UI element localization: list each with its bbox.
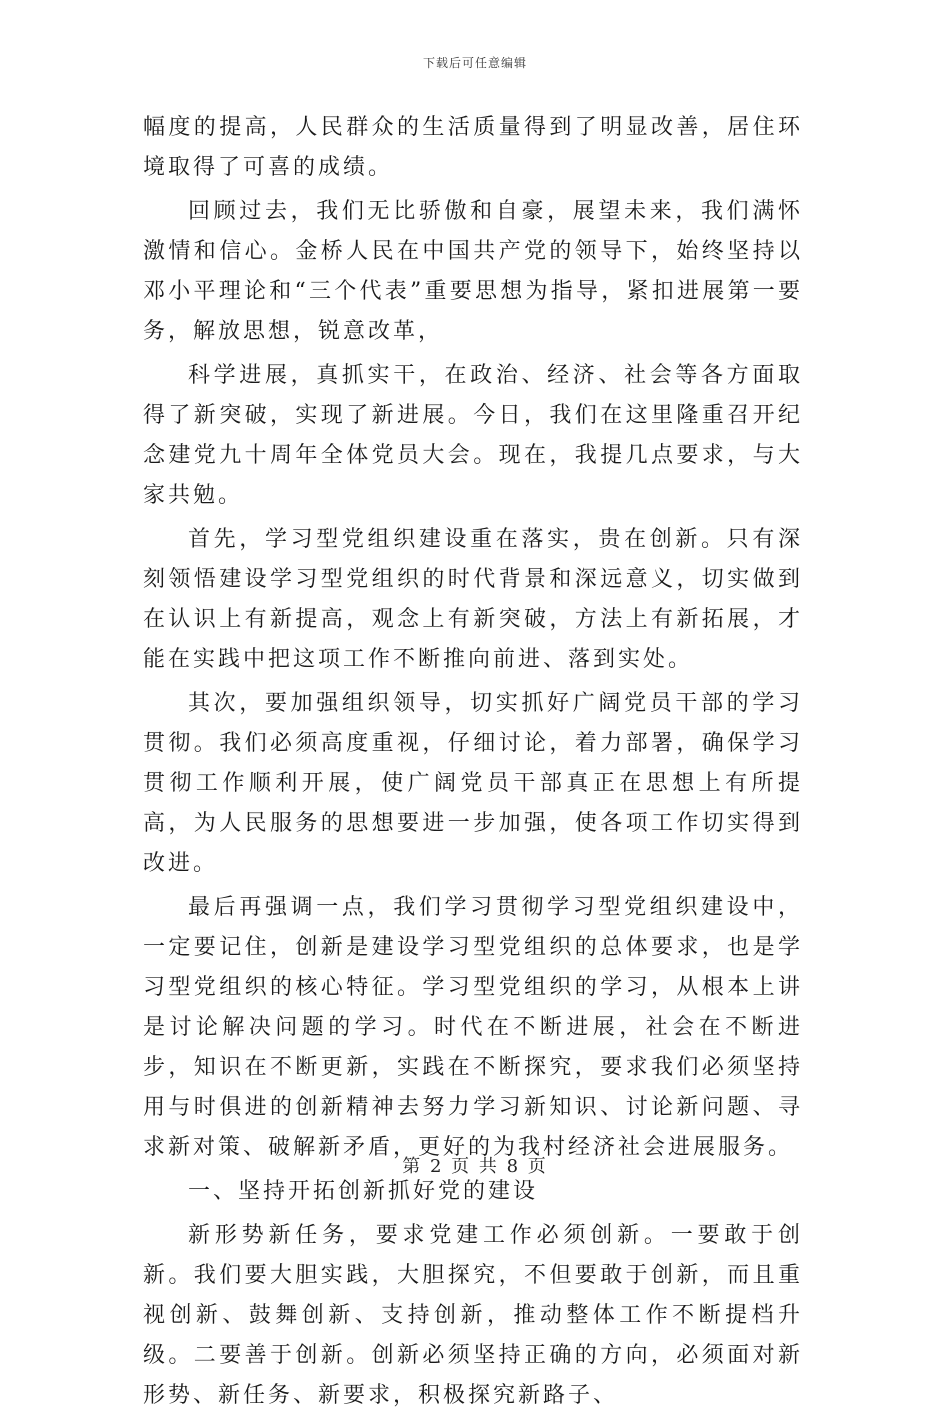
page-number: 第 2 页 共 8 页 xyxy=(402,1156,548,1177)
section-heading: 一、坚持开拓创新抓好党的建设 xyxy=(188,1179,539,1204)
paragraph-continuation: 幅度的提高，人民群众的生活质量得到了明显改善，居住环境取得了可喜的成绩。 xyxy=(143,115,803,180)
paragraph-progress: 科学进展，真抓实干，在政治、经济、社会等各方面取得了新突破，实现了新进展。今日，我们在这里隆重召开纪念建党九十周年全体党员大会。现在，我提几点要求，与大家共勉。 xyxy=(143,363,803,508)
header-note: 下载后可任意编辑 xyxy=(422,56,527,70)
paragraph-last: 最后再强调一点，我们学习贯彻学习型党组织建设中，一定要记住，创新是建设学习型党组织的总体要求，也是学习型党组织的核心特征。学习型党组织的学习，从根本上讲是讨论解决问题的学习。时代在不断进展，社会在不断进步，知识在不断更新，实践在不断探究，要求我们必须坚持用与时俱进的创新精神去努力学习新知识、讨论新问题、寻求新对策、破解新矛盾，更好的为我村经济社会进展服务。 xyxy=(143,895,803,1160)
paragraph-review: 回顾过去，我们无比骄傲和自豪，展望未来，我们满怀激情和信心。金桥人民在中国共产党的领导下，始终坚持以邓小平理论和“三个代表”重要思想为指导，紧扣进展第一要务，解放思想，锐意改革， xyxy=(143,199,803,344)
paragraph-second: 其次，要加强组织领导，切实抓好广阔党员干部的学习贯彻。我们必须高度重视，仔细讨论，着力部署，确保学习贯彻工作顺利开展，使广阔党员干部真正在思想上有所提高，为人民服务的思想要进一步加强，使各项工作切实得到改进。 xyxy=(143,691,803,876)
document-body xyxy=(143,108,803,1420)
paragraph-innovation: 新形势新任务，要求党建工作必须创新。一要敢于创新。我们要大胆实践，大胆探究，不但要敢于创新，而且重视创新、鼓舞创新、支持创新，推动整体工作不断提档升级。二要善于创新。创新必须坚持正确的方向，必须面对新形势、新任务、新要求，积极探究新路子、 xyxy=(143,1223,803,1408)
paragraph-first: 首先，学习型党组织建设重在落实，贵在创新。只有深刻领悟建设学习型党组织的时代背景和深远意义，切实做到在认识上有新提高，观念上有新突破，方法上有新拓展，才能在实践中把这项工作不断推向前进、落到实处。 xyxy=(143,527,803,672)
